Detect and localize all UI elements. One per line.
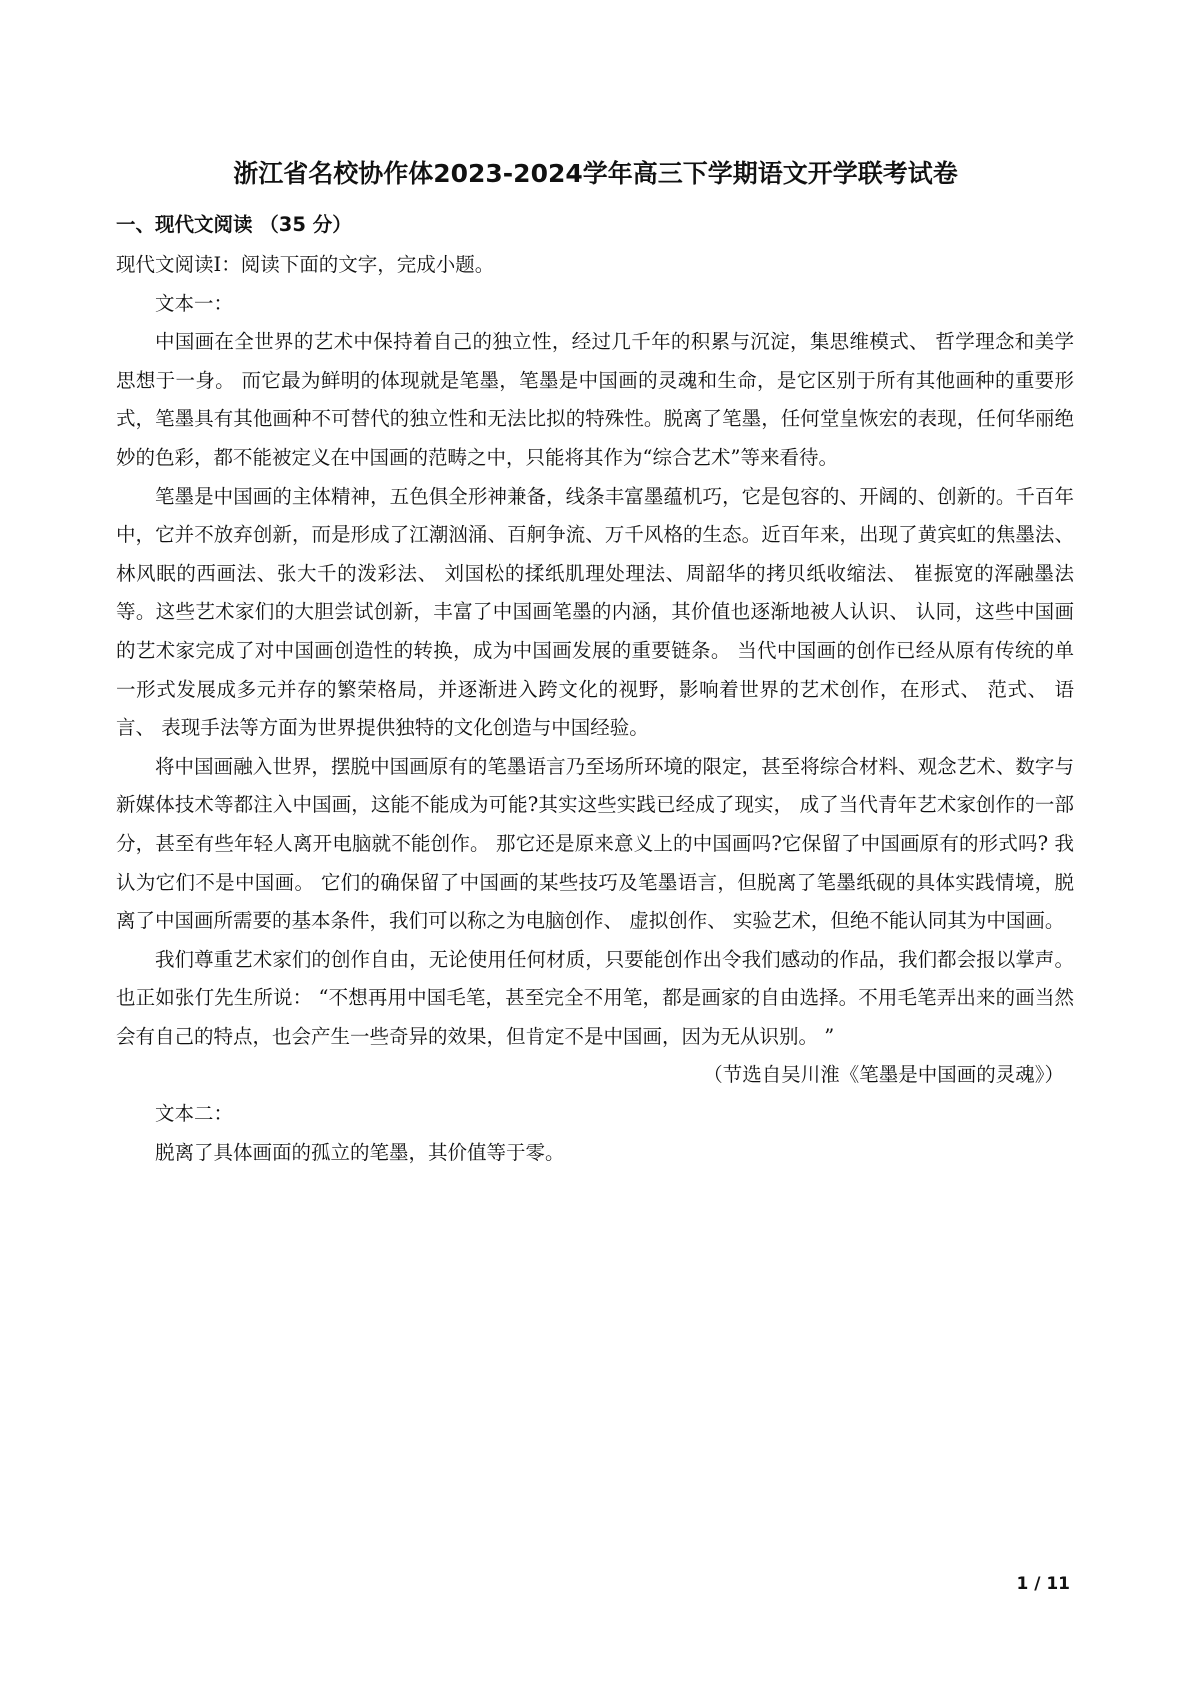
text2-label: 文本二： — [155, 1102, 234, 1126]
text1-paragraph-4: 我们尊重艺术家们的创作自由，无论使用任何材质，只要能创作出令我们感动的作品，我们都会报以掌声。也正如张仃先生所说： “不想再用中国毛笔，甚至完全不用笔，都是画家的自由选择。不用毛笔弄出来的画当然会有自己的特点，也会产生一些奇异的效果，但肯定不是中国画，因为无从识别。 ” — [116, 947, 1074, 1048]
reading-passage — [116, 246, 1074, 1172]
section-heading: 一、现代文阅读 （35 分） — [116, 213, 352, 236]
text1-paragraph-1: 中国画在全世界的艺术中保持着自己的独立性，经过几千年的积累与沉淀，集思维模式、 哲学理念和美学思想于一身。 而它最为鲜明的体现就是笔墨，笔墨是中国画的灵魂和生命，是它区别于所有其他画种的重要形式，笔墨具有其他画种不可替代的独立性和无法比拟的特殊性。脱离了笔墨，任何堂皇恢宏的表现，任何华丽绝妙的色彩，都不能被定义在中国画的范畴之中，只能将其作为“综合艺术”等来看待。 — [116, 330, 1074, 469]
text2-paragraph-1: 脱离了具体画面的孤立的笔墨，其价值等于零。 — [155, 1140, 565, 1164]
instruction-text: 现代文阅读I：阅读下面的文字，完成小题。 — [116, 253, 495, 276]
text1-paragraph-3: 将中国画融入世界，摆脱中国画原有的笔墨语言乃至场所环境的限定，甚至将综合材料、观念艺术、数字与新媒体技术等都注入中国画，这能不能成为可能?其实这些实践已经成了现实， 成了当代青年艺术家创作的一部分，甚至有些年轻人离开电脑就不能创作。 那它还是原来意义上的中国画吗?它保留了中国画原有的形式吗? 我认为它们不是中国画。 它们的确保留了中国画的某些技巧及笔墨语言，但脱离了笔墨纸砚的具体实践情境，脱离了中国画所需要的基本条件，我们可以称之为电脑创作、 虚拟创作、 实验艺术，但绝不能认同其为中国画。 — [116, 754, 1074, 933]
text1-label: 文本一： — [155, 291, 234, 315]
text1-paragraph-2: 笔墨是中国画的主体精神，五色俱全形神兼备，线条丰富墨蕴机巧，它是包容的、开阔的、创新的。千百年中，它并不放弃创新，而是形成了江潮汹涌、百舸争流、万千风格的生态。近百年来，出现了黄宾虹的焦墨法、林风眠的西画法、张大千的泼彩法、 刘国松的揉纸肌理处理法、周韶华的拷贝纸收缩法、 崔振宽的浑融墨法等。这些艺术家们的大胆尝试创新，丰富了中国画笔墨的内涵，其价值也逐渐地被人认识、 认同，这些中国画的艺术家完成了对中国画创造性的转换，成为中国画发展的重要链条。 当代中国画的创作已经从原有传统的单一形式发展成多元并存的繁荣格局，并逐渐进入跨文化的视野，影响着世界的艺术创作，在形式、 范式、 语言、 表现手法等方面为世界提供独特的文化创造与中国经验。 — [116, 484, 1074, 740]
document-title: 浙江省名校协作体2023-2024学年高三下学期语文开学联考试卷 — [233, 159, 958, 188]
text1-source-citation: （节选自吴川淮《笔墨是中国画的灵魂》） — [703, 1063, 1064, 1087]
page-number: 1 / 11 — [1016, 1574, 1070, 1594]
